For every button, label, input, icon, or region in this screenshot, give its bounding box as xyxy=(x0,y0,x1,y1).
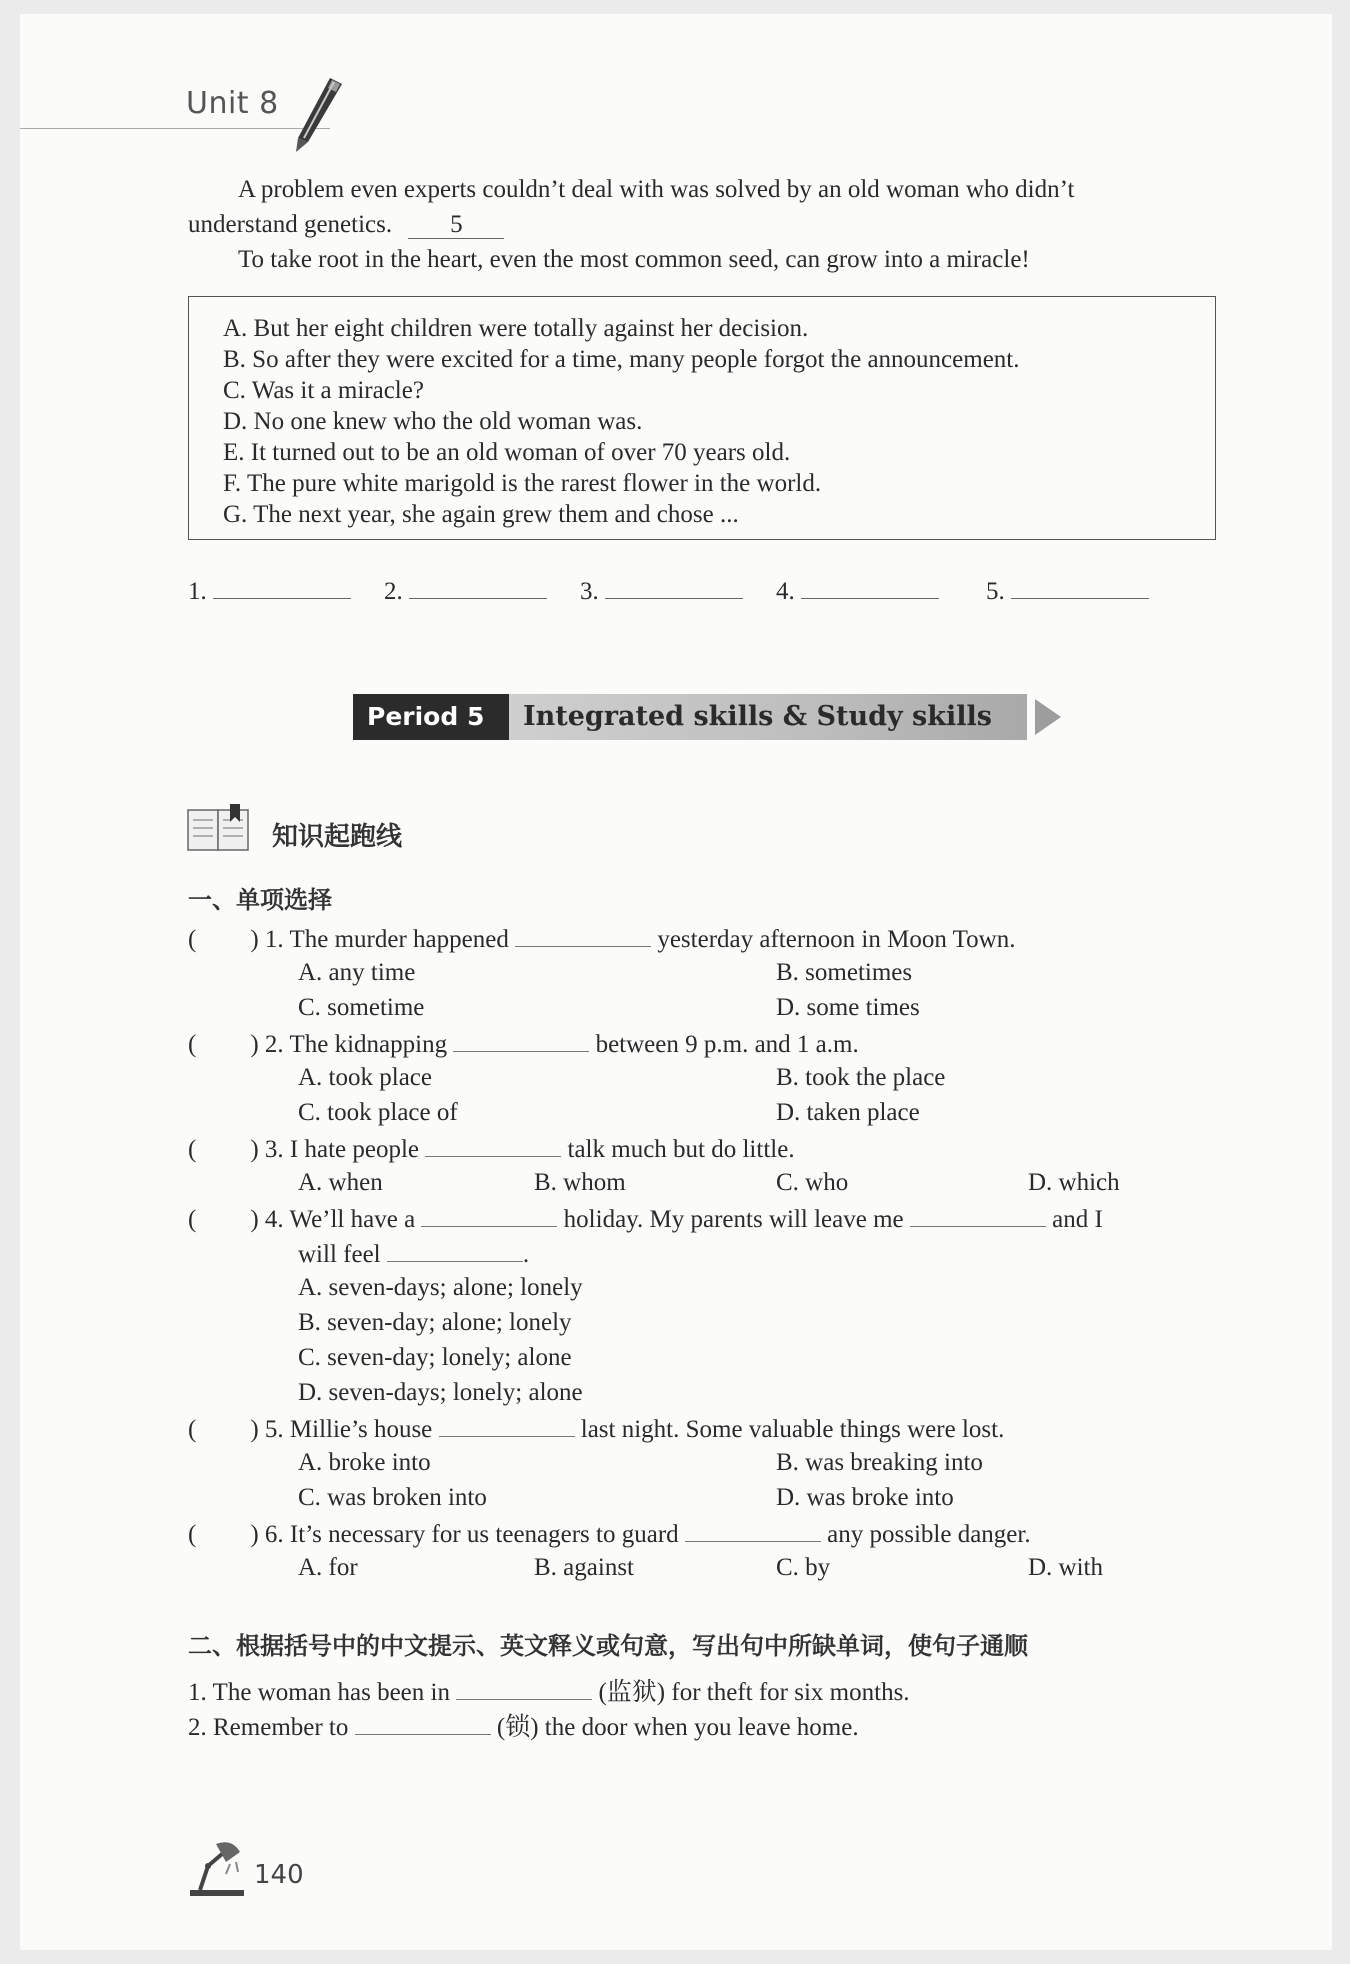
option-a: A. But her eight children were totally against her decision. xyxy=(223,315,809,342)
q6-option-c: C. by xyxy=(776,1554,831,1581)
item-blank[interactable] xyxy=(456,1677,592,1700)
option-d: D. No one knew who the old woman was. xyxy=(223,408,643,435)
q1-option-b: B. sometimes xyxy=(776,959,913,986)
banner-arrow-icon xyxy=(1035,699,1061,735)
answer-line[interactable] xyxy=(409,576,547,599)
question-blank[interactable] xyxy=(421,1204,557,1227)
question-blank[interactable] xyxy=(439,1414,575,1437)
q3-option-b: B. whom xyxy=(534,1169,626,1196)
unit-title: Unit 8 xyxy=(186,86,279,121)
question-text-after: yesterday afternoon in Moon Town. xyxy=(657,926,1016,953)
question-blank[interactable] xyxy=(387,1239,523,1262)
question-text-after: between 9 p.m. and 1 a.m. xyxy=(595,1031,859,1058)
question-number: ) 3. xyxy=(250,1136,284,1163)
book-icon xyxy=(186,802,252,859)
q6-option-d: D. with xyxy=(1028,1554,1103,1581)
q5-option-b: B. was breaking into xyxy=(776,1449,983,1476)
item-blank[interactable] xyxy=(355,1712,491,1735)
item-text-after: (监狱) for theft for six months. xyxy=(598,1679,910,1706)
question-text: Millie’s house xyxy=(289,1416,433,1443)
q5-option-c: C. was broken into xyxy=(298,1484,487,1511)
question-text-after: . xyxy=(522,1241,530,1268)
question-number: ) 5. xyxy=(250,1416,284,1443)
part2-item-1 xyxy=(188,1672,910,1708)
answer-paren[interactable]: ( xyxy=(188,1031,197,1058)
q3-option-c: C. who xyxy=(776,1169,849,1196)
q4-option-d: D. seven-days; lonely; alone xyxy=(298,1379,583,1406)
question-text: It’s necessary for us teenagers to guard xyxy=(289,1521,679,1548)
page-number: 140 xyxy=(254,1860,304,1890)
q4-option-b: B. seven-day; alone; lonely xyxy=(298,1309,572,1336)
q1-option-d: D. some times xyxy=(776,994,920,1021)
question-5 xyxy=(188,1414,1004,1444)
pen-icon xyxy=(292,74,350,159)
question-4 xyxy=(188,1204,1103,1234)
question-text: I hate people xyxy=(289,1136,420,1163)
q3-option-a: A. when xyxy=(298,1169,383,1196)
section-header: 知识起跑线 xyxy=(272,822,403,852)
option-b: B. So after they were excited for a time, many people forgot the announcement. xyxy=(223,346,1020,373)
part1-title: 一、单项选择 xyxy=(188,886,332,914)
q2-option-a: A. took place xyxy=(298,1064,432,1091)
q2-option-d: D. taken place xyxy=(776,1099,920,1126)
question-number: ) 1. xyxy=(250,926,284,953)
answer-slot-4[interactable] xyxy=(776,576,939,606)
question-text: will feel xyxy=(298,1241,381,1268)
q3-option-d: D. which xyxy=(1028,1169,1120,1196)
answer-slot-2[interactable] xyxy=(384,576,547,606)
q5-option-d: D. was broke into xyxy=(776,1484,954,1511)
answer-slot-label: 4. xyxy=(776,578,795,605)
part2-item-2 xyxy=(188,1707,859,1743)
workbook-page xyxy=(20,14,1332,1950)
question-text-after: talk much but do little. xyxy=(567,1136,795,1163)
passage-blank-5: 5 xyxy=(408,212,504,239)
answer-slot-label: 1. xyxy=(188,578,207,605)
q1-option-a: A. any time xyxy=(298,959,416,986)
option-f: F. The pure white marigold is the rarest flower in the world. xyxy=(223,470,822,497)
q1-option-c: C. sometime xyxy=(298,994,425,1021)
answer-slot-1[interactable] xyxy=(188,576,351,606)
option-g: G. The next year, she again grew them and chose ... xyxy=(223,501,739,528)
item-text-after: (锁) the door when you leave home. xyxy=(496,1714,859,1741)
question-text-after: and I xyxy=(1052,1206,1103,1233)
answer-slot-label: 3. xyxy=(580,578,599,605)
q5-option-a: A. broke into xyxy=(298,1449,431,1476)
question-blank[interactable] xyxy=(910,1204,1046,1227)
question-text: The kidnapping xyxy=(289,1031,448,1058)
question-blank[interactable] xyxy=(425,1134,561,1157)
question-text: The murder happened xyxy=(289,926,509,953)
q4-option-a: A. seven-days; alone; lonely xyxy=(298,1274,583,1301)
sentence-options-box xyxy=(188,296,1216,540)
answer-paren[interactable]: ( xyxy=(188,1521,197,1548)
question-4-line-2 xyxy=(298,1239,529,1269)
q6-option-a: A. for xyxy=(298,1554,358,1581)
item-text: 1. The woman has been in xyxy=(188,1679,450,1706)
question-text: We’ll have a xyxy=(289,1206,416,1233)
question-1 xyxy=(188,924,1015,954)
item-text: 2. Remember to xyxy=(188,1714,349,1741)
question-3 xyxy=(188,1134,795,1164)
passage-line-1: A problem even experts couldn’t deal with was solved by an old woman who didn’t xyxy=(238,176,1075,203)
q2-option-c: C. took place of xyxy=(298,1099,458,1126)
question-number: ) 4. xyxy=(250,1206,284,1233)
question-text-after: any possible danger. xyxy=(827,1521,1031,1548)
answer-slot-label: 2. xyxy=(384,578,403,605)
passage-line-3: To take root in the heart, even the most common seed, can grow into a miracle! xyxy=(238,246,1030,273)
question-number: ) 6. xyxy=(250,1521,284,1548)
lamp-icon xyxy=(186,1838,250,1905)
answer-slot-5[interactable] xyxy=(986,576,1149,606)
answer-line[interactable] xyxy=(605,576,743,599)
question-text-middle: holiday. My parents will leave me xyxy=(563,1206,904,1233)
question-blank[interactable] xyxy=(685,1519,821,1542)
answer-line[interactable] xyxy=(1011,576,1149,599)
answer-paren[interactable]: ( xyxy=(188,1206,197,1233)
question-2 xyxy=(188,1029,859,1059)
question-text-after: last night. Some valuable things were lost. xyxy=(580,1416,1005,1443)
period-label: Period 5 xyxy=(353,694,509,740)
question-blank[interactable] xyxy=(515,924,651,947)
part2-title: 二、根据括号中的中文提示、英文释义或句意，写出句中所缺单词，使句子通顺 xyxy=(188,1632,1028,1660)
q2-option-b: B. took the place xyxy=(776,1064,946,1091)
answer-paren[interactable]: ( xyxy=(188,926,197,953)
answer-paren[interactable]: ( xyxy=(188,1416,197,1443)
period-title: Integrated skills & Study skills xyxy=(509,694,1027,740)
answer-slot-3[interactable] xyxy=(580,576,743,606)
question-6 xyxy=(188,1519,1031,1549)
question-number: ) 2. xyxy=(250,1031,284,1058)
q6-option-b: B. against xyxy=(534,1554,634,1581)
passage-line-2 xyxy=(188,207,504,242)
header-divider xyxy=(20,128,330,129)
option-c: C. Was it a miracle? xyxy=(223,377,424,404)
answer-slot-label: 5. xyxy=(986,578,1005,605)
answer-line[interactable] xyxy=(801,576,939,599)
answer-line[interactable] xyxy=(213,576,351,599)
option-e: E. It turned out to be an old woman of over 70 years old. xyxy=(223,439,791,466)
question-blank[interactable] xyxy=(453,1029,589,1052)
q4-option-c: C. seven-day; lonely; alone xyxy=(298,1344,572,1371)
answer-paren[interactable]: ( xyxy=(188,1136,197,1163)
passage-line-2-text: understand genetics. xyxy=(188,211,393,238)
